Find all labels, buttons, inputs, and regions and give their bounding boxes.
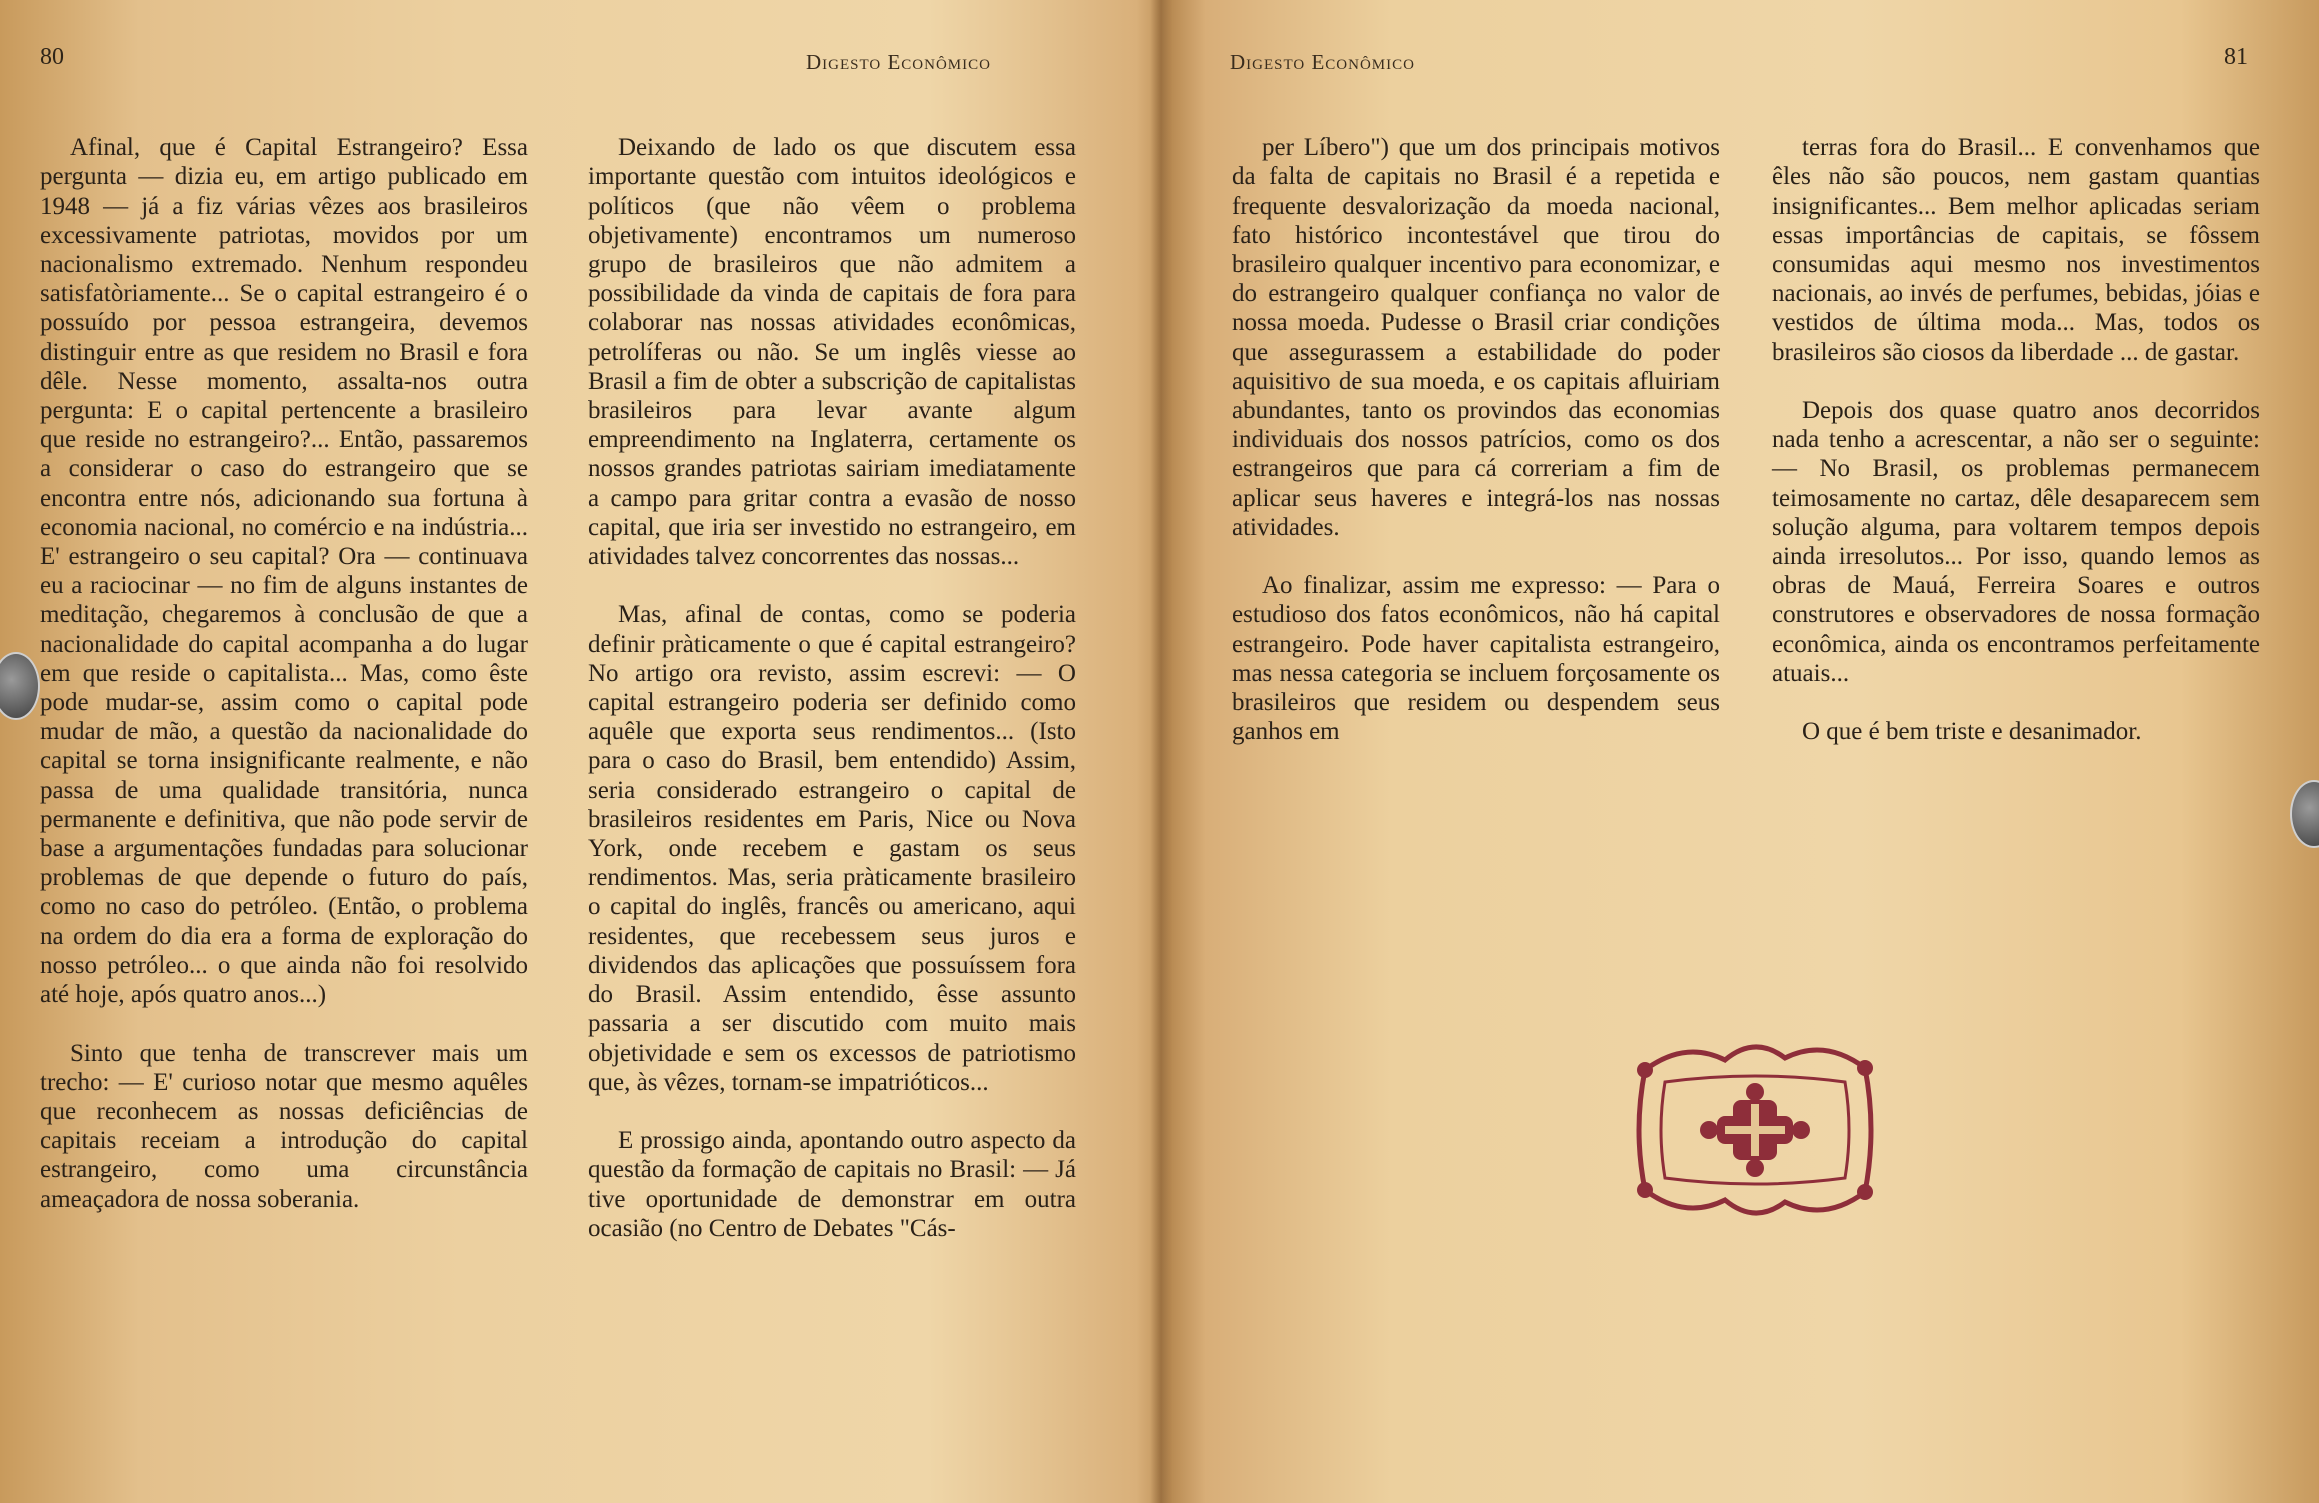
paragraph: E prossigo ainda, apontando outro aspecto da questão da formação de capitais no Brasil: — Já tive oportunidade de demonstrar em outra ocasião (no Centro de Debates "Cás- xyxy=(588,1127,1076,1242)
left-column-1 xyxy=(40,104,528,1243)
right-page xyxy=(1160,0,2319,1503)
paragraph: per Líbero") que um dos principais motivos da falta de capitais no Brasil é a repetida e frequente desvalorização da moeda nacional, fato histórico incontestável que tirou do brasileiro qualquer incentivo para economizar, e do estrangeiro qualquer confiança no valor de nossa moeda. Pudesse o Brasil criar condições que assegurassem a estabilidade do poder aquisitivo de sua moeda, e os capitais afluiriam abundantes, tanto os provindos das economias individuais dos nossos patrícios, como os dos estrangeiros que para cá correriam a fim de aplicar seus haveres e integrá-los nas nossas atividades. xyxy=(1232,134,1720,541)
binder-hole xyxy=(2290,780,2319,848)
right-column-2 xyxy=(1772,104,2260,776)
page-number-left: 80 xyxy=(40,44,64,70)
running-head-right: Digesto Econômico xyxy=(1230,50,1415,74)
paragraph: Afinal, que é Capital Estrangeiro? Essa pergunta — dizia eu, em artigo publicado em 1948 — já a fiz várias vêzes aos brasileiros excessivamente patriotas, movidos por um nacionalismo extremado. Nenhum respondeu satisfatòriamente... Se o capital estrangeiro é o possuído por pessoa estrangeira, devemos distinguir entre as que residem no Brasil e fora dêle. Nesse momento, assalta-nos outra pergunta: E o capital pertencente a brasileiro que reside no estrangeiro?... Então, passaremos a considerar o caso do estrangeiro que se encontra entre nós, adicionando sua fortuna à economia nacional, no comércio e na indústria... E' estrangeiro o seu capital? Ora — continuava eu a raciocinar — no fim de alguns instantes de meditação, chegaremos à conclusão de que a nacionalidade do capital acompanha a do lugar em que reside o capitalista... Mas, como êste pode mudar-se, assim como o capital pode mudar de mão, a questão da nacionalidade do capital se torna insignificante realmente, e não passa de uma qualidade transitória, nunca permanente e definitiva, que não pode servir de base a argumentações fundadas para solucionar problemas de que depende o futuro do país, como no caso do petróleo. (Então, o problema na ordem do dia era a forma de exploração do nosso petróleo... o que ainda não foi resolvido até hoje, após quatro anos...) xyxy=(40,134,528,1009)
paragraph: Ao finalizar, assim me expresso: — Para o estudioso dos fatos econômicos, não há capital estrangeiro. Pode haver capitalista estrangeiro, mas nessa categoria se incluem forçosamente os brasileiros que residem ou despendem seus ganhos em xyxy=(1232,572,1720,746)
paragraph: O que é bem triste e desanimador. xyxy=(1802,718,2142,746)
left-column-2 xyxy=(588,104,1076,1272)
paragraph: Deixando de lado os que discutem essa importante questão com intuitos ideológicos e políticos (que não vêem o problema objetivamente) encontramos um numeroso grupo de brasileiros que não admitem a possibilidade da vinda de capitais de fora para colaborar nas nossas atividades econômicas, petrolíferas ou não. Se um inglês viesse ao Brasil a fim de obter a subscrição de capitalistas brasileiros para levar avante algum empreendimento na Inglaterra, certamente os nossos grandes patriotas sairiam imediatamente a campo para gritar contra a evasão de nosso capital, que iria ser investido no estrangeiro, em atividades talvez concorrentes das nossas... xyxy=(588,134,1076,571)
paragraph: terras fora do Brasil... E convenhamos que êles não são poucos, nem gastam quantias insignificantes... Bem melhor aplicadas seriam essas importâncias de capitais, se fôssem consumidas aqui mesmo nos investimentos nacionais, ao invés de perfumes, bebidas, jóias e vestidos de última moda... Mas, todos os brasileiros são ciosos da liberdade ... de gastar. xyxy=(1772,134,2260,366)
ornament-stamp-icon xyxy=(1625,1030,1885,1230)
paragraph: Depois dos quase quatro anos decorridos nada tenho a acrescentar, a não ser o seguinte: — No Brasil, os problemas permanecem teimosamente no cartaz, dêle desaparecem sem solução alguma, para voltarem tempos depois ainda irresolutos... Por isso, quando lemos as obras de Mauá, Ferreira Soares e outros construtores e observadores de nossa formação econômica, ainda os encontramos perfeitamente atuais... xyxy=(1772,397,2260,687)
right-column-1 xyxy=(1232,104,1720,776)
binder-hole xyxy=(0,652,40,720)
running-head-left: Digesto Econômico xyxy=(806,50,991,74)
paragraph: Sinto que tenha de transcrever mais um trecho: — E' curioso notar que mesmo aquêles que reconhecem as nossas deficiências de capitais receiam a introdução do capital estrangeiro, como uma circunstância ameaçadora de nossa soberania. xyxy=(40,1039,528,1213)
paragraph: Mas, afinal de contas, como se poderia definir pràticamente o que é capital estrangeiro? No artigo ora revisto, assim escrevi: — O capital estrangeiro poderia ser definido como aquêle que exporta seus rendimentos... (Isto para o caso do Brasil, bem entendido) Assim, seria considerado estrangeiro o capital de brasileiros residentes em Paris, Nice ou Nova York, onde recebem e gastam os seus rendimentos. Mas, seria pràticamente brasileiro o capital do inglês, francês ou americano, aqui residentes, que recebessem seus juros e dividendos das aplicações que possuíssem fora do Brasil. Assim entendido, êsse assunto passaria a ser discutido com muito mais objetividade e sem os excessos de patriotismo que, às vêzes, tornam-se impatrióticos... xyxy=(588,601,1076,1096)
page-number-right: 81 xyxy=(2224,44,2248,70)
